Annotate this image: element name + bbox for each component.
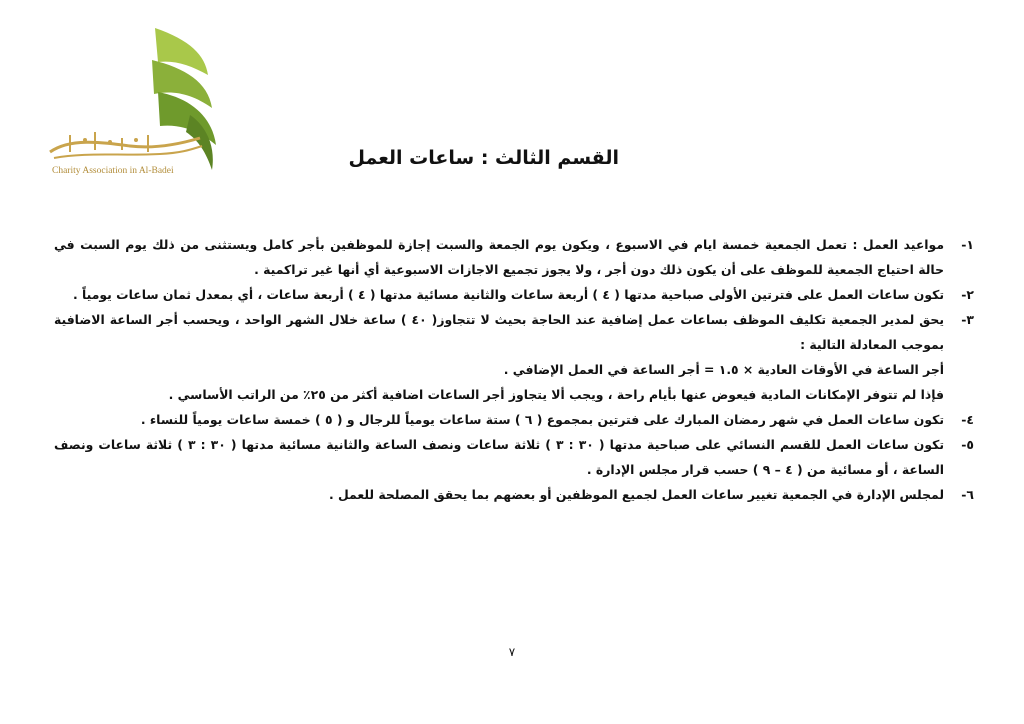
item-number: ١- — [961, 237, 974, 252]
item-paragraph: مواعيد العمل : تعمل الجمعية خمسة ايام في الاسبوع ، ويكون يوم الجمعة والسبت إجازة للموظفين بأجر كامل ويستثنى من ذلك يوم السبت في حالة احتياج الجمعية للموظف على أن يكون ذلك دون أجر ، ولا يجوز تجميع الاجازات الاسبوعية أي أنها غير تراكمية . — [54, 237, 944, 277]
item-body — [54, 432, 944, 482]
item-body — [54, 282, 944, 307]
article-content — [54, 232, 974, 507]
item-body — [54, 307, 944, 407]
item-number: ٦- — [961, 487, 974, 502]
list-item — [54, 282, 974, 307]
section-title: القسم الثالث : ساعات العمل — [348, 147, 619, 169]
logo-english-name: Charity Association in Al-Badei — [52, 166, 174, 176]
item-paragraph: لمجلس الإدارة في الجمعية تغيير ساعات العمل لجميع الموظفين أو بعضهم بما يحقق المصلحة للعمل . — [328, 487, 944, 502]
logo-emblem-icon — [40, 20, 240, 180]
page-number: ٧ — [508, 645, 516, 659]
item-paragraph: تكون ساعات العمل على فترتين الأولى صباحية مدتها ( ٤ ) أربعة ساعات والثانية مسائية مدتها ( ٤ ) أربعة ساعات ، أي بمعدل ثمان ساعات يومياً . — [73, 287, 944, 302]
item-body — [54, 482, 944, 507]
item-paragraph: يحق لمدير الجمعية تكليف الموظف بساعات عمل إضافية عند الحاجة بحيث لا تتجاوز( ٤٠ ) ساعة خلال الشهر الواحد ، ويحسب أجر الساعة الاضافية بموجب المعادلة التالية : — [54, 312, 944, 352]
item-body — [54, 407, 944, 432]
item-number: ٣- — [961, 312, 974, 327]
item-number: ٥- — [961, 437, 974, 452]
list-item — [54, 307, 974, 407]
item-number: ٢- — [961, 287, 974, 302]
list-item — [54, 482, 974, 507]
list-item — [54, 232, 974, 282]
item-body — [54, 232, 944, 282]
list-item — [54, 432, 974, 482]
item-paragraph: تكون ساعات العمل في شهر رمضان المبارك على فترتين بمجموع ( ٦ ) ستة ساعات يومياً للرجال و ( ٥ ) خمسة ساعات يومياً للنساء . — [140, 412, 944, 427]
list-item — [54, 407, 974, 432]
item-number: ٤- — [961, 412, 974, 427]
item-paragraph: تكون ساعات العمل للقسم النسائي على صباحية مدتها ( ٣٠ : ٣ ) ثلاثة ساعات ونصف الساعة والثانية مسائية مدتها ( ٣٠ : ٣ ) ثلاثة ساعات ونصف الساعة ، أو مسائية من ( ٤ – ٩ ) حسب قرار مجلس الإدارة . — [54, 437, 945, 477]
item-paragraph: فإذا لم تتوفر الإمكانات المادية فيعوض عنها بأيام راحة ، ويجب ألا يتجاوز أجر الساعات اضافية أكثر من ٢٥٪ من الراتب الأساسي . — [168, 387, 944, 402]
item-paragraph: أجر الساعة في الأوقات العادية × ١.٥ = أجر الساعة في العمل الإضافي . — [503, 362, 944, 377]
charity-logo — [40, 20, 240, 180]
